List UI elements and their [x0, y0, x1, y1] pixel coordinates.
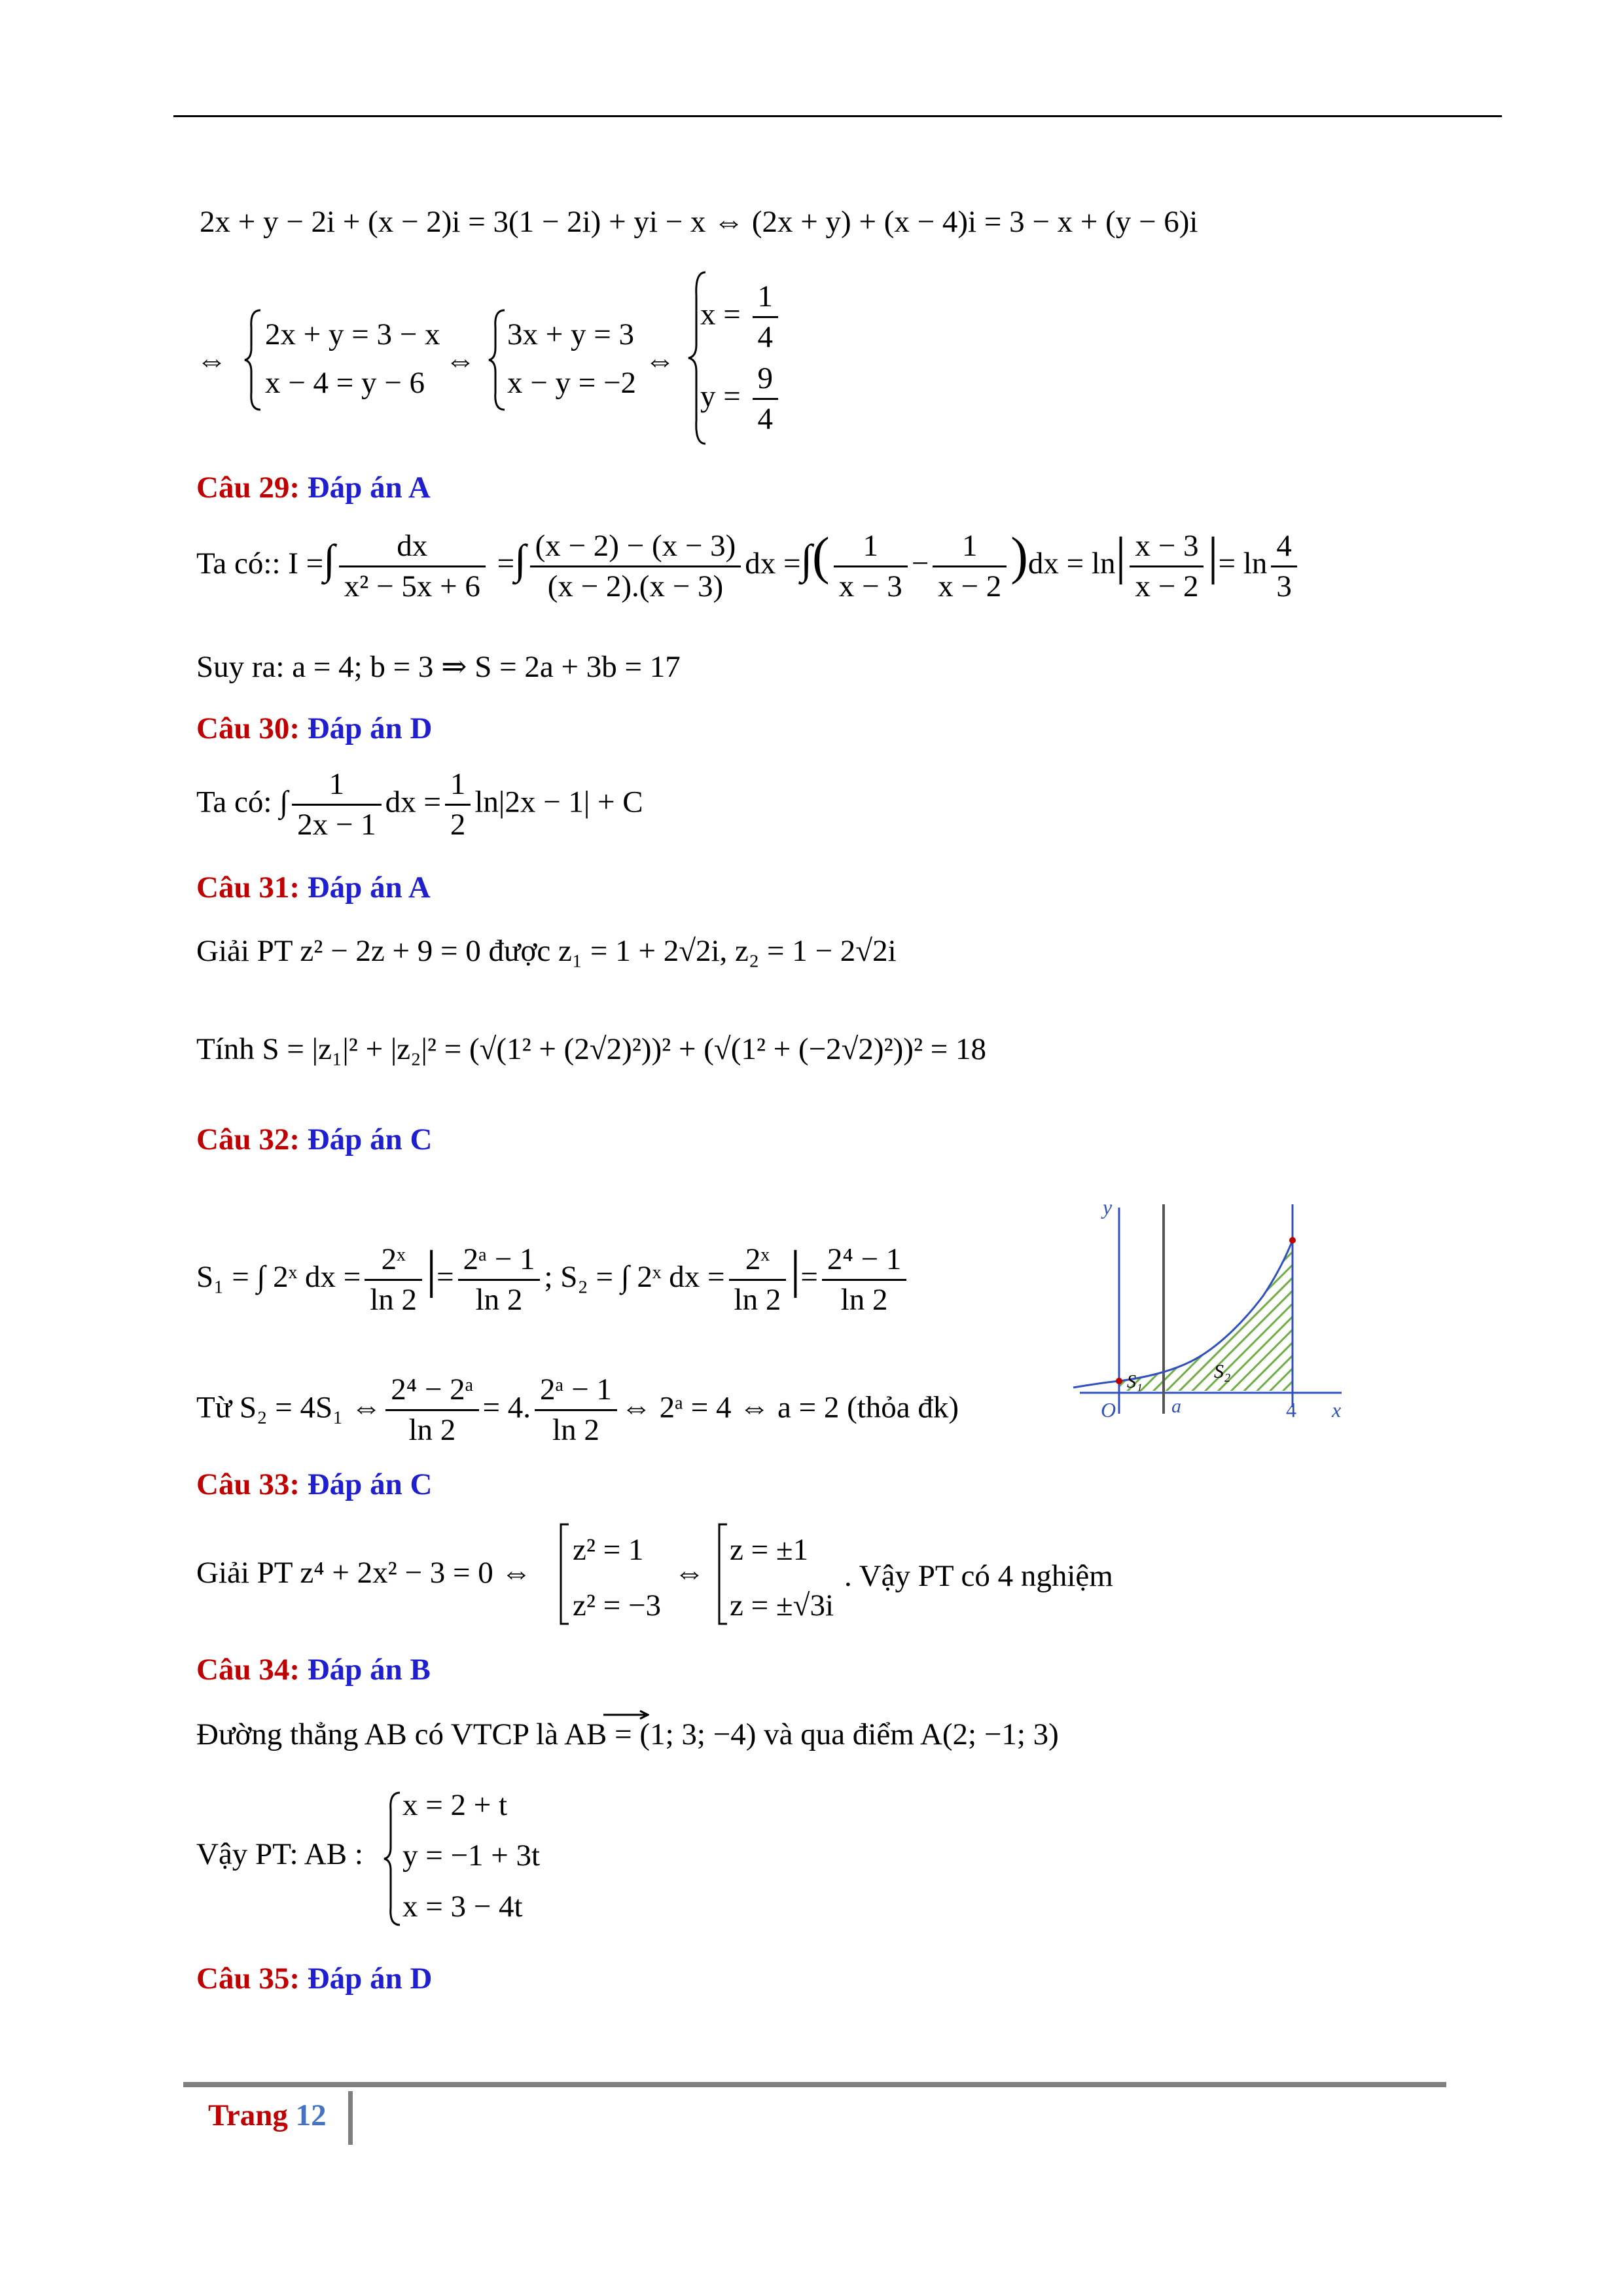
footer-divider [348, 2091, 353, 2145]
integral-sign-2: ∫ [514, 536, 526, 583]
question-35-heading: Câu 35: Đáp án D [196, 1962, 433, 1996]
q31-line1: Giải PT z² − 2z + 9 = 0 được z₁ = 1 + 2√2i, z₂ = 1 − 2√2i [196, 934, 897, 968]
q32-s2-eq: = [800, 1260, 818, 1294]
q33-c2a: z = ±1 [730, 1533, 809, 1567]
sys3-x-frac: $\frac{1}{4}$ [753, 281, 779, 353]
q29-conclusion: Suy ra: a = 4; b = 3 ⇒ S = 2a + 3b = 17 [196, 650, 681, 684]
q30-intro: Ta có: ∫ [196, 785, 289, 819]
shaded-region [1119, 1240, 1293, 1391]
q32-l2-mid: = 4. [482, 1390, 531, 1425]
q32-s2-frac: $\frac{\text{2ˣ}}{\ln 2}$ [729, 1244, 787, 1316]
q32-s1-frac: $\frac{\text{2ˣ}}{\ln 2}$ [365, 1244, 422, 1316]
footer-rule [183, 2082, 1446, 2087]
q32-s1-eq: = [437, 1260, 454, 1294]
sys3-x-lhs: x = [700, 297, 741, 332]
q32-line2 [196, 1374, 959, 1446]
q29-integral: Ta có:: I =∫ $\frac{dx}{\text{x² − 5x + 6}}$ =∫ $\frac{(x - 2) - (x - 3)}{(x - 2).(x - 3)}$ dx =∫( $\frac{1}{x - 3}$ − $\frac{1}{x - 2}$ )dx = ln| $\frac{x - 3}{x - 2}$ |= ln $\frac{4}{3}$ [196, 530, 1301, 602]
sys3-y-frac: $\frac{9}{4}$ [753, 363, 779, 435]
iff-3: ⇔ [645, 344, 675, 378]
sys3-x [700, 281, 782, 353]
q33-tail: . Vậy PT có 4 nghiệm [844, 1559, 1113, 1593]
label-o: O [1101, 1398, 1116, 1422]
q33-c1a: z² = 1 [573, 1533, 644, 1567]
q29-frac3: $\frac{1}{x - 3}$ [834, 531, 908, 602]
question-32-heading: Câu 32: Đáp án C [196, 1122, 433, 1157]
q29-abs-frac: $\frac{x - 3}{x - 2}$ [1130, 531, 1204, 602]
point-curve-end [1289, 1237, 1296, 1244]
q29-result: = ln [1218, 547, 1268, 581]
q32-l2-frac1: $\frac{\text{2⁴ − 2ᵃ}}{\ln 2}$ [385, 1374, 478, 1446]
label-a: a [1171, 1395, 1181, 1417]
label-4: 4 [1286, 1398, 1296, 1422]
q32-s2-pre: ; S₂ = ∫ 2ˣ dx = [544, 1260, 725, 1294]
bracket-2 [717, 1522, 730, 1626]
q29-frac1: $\frac{dx}{\text{x² − 5x + 6}}$ [339, 531, 486, 602]
label-s1: S₁ [1127, 1372, 1143, 1392]
question-29-heading: Câu 29: Đáp án A [196, 471, 431, 505]
q30-mid: dx = [385, 785, 441, 819]
point-y-intercept [1116, 1378, 1122, 1384]
equation-line-1: 2x + y − 2i + (x − 2)i = 3(1 − 2i) + yi − x ⇔ (2x + y) + (x − 4)i = 3 − x + (y − 6)i [200, 205, 1198, 239]
q32-s2-result: $\frac{\text{2⁴ − 1}}{\ln 2}$ [822, 1244, 906, 1316]
q33-pre: Giải PT z⁴ + 2x² − 3 = 0 ⇔ [196, 1556, 532, 1590]
question-30-heading: Câu 30: Đáp án D [196, 711, 433, 745]
q34-line1: Đường thẳng AB có VTCP là AB = (1; 3; −4) và qua điểm A(2; −1; 3) [196, 1717, 1059, 1751]
vector-arrow [602, 1710, 649, 1720]
label-s2: S₂ [1214, 1361, 1231, 1382]
bracket-1 [558, 1522, 571, 1626]
question-33-heading: Câu 33: Đáp án C [196, 1467, 433, 1501]
integral-sign: ∫ [323, 536, 335, 583]
q33-c2b: z = ±√3i [730, 1588, 834, 1623]
q29-ln: dx = ln [1027, 547, 1116, 581]
q33-c1b: z² = −3 [573, 1588, 661, 1623]
brace-q34 [383, 1790, 402, 1928]
sys1-a: 2x + y = 3 − x [265, 317, 440, 351]
q30-line [196, 769, 643, 840]
sys2-a: 3x + y = 3 [507, 317, 635, 351]
q32-s1-result: $\frac{\text{2ᵃ − 1}}{\ln 2}$ [458, 1244, 541, 1316]
q31-line2: Tính S = |z₁|² + |z₂|² = (√(1² + (2√2)²))² + (√(1² + (−2√2)²))² = 18 [196, 1032, 987, 1066]
sys1-b: x − 4 = y − 6 [265, 366, 425, 400]
q32-l2-tail: ⇔ 2ᵃ = 4 ⇔ a = 2 (thỏa đk) [620, 1390, 959, 1425]
brace-2 [488, 308, 507, 412]
q30-tail: ln|2x − 1| + C [474, 785, 643, 819]
q34-pre: Vậy PT: AB : [196, 1837, 363, 1871]
area-graph [1067, 1191, 1355, 1433]
q32-l2-frac2: $\frac{\text{2ᵃ − 1}}{\ln 2}$ [535, 1374, 617, 1446]
header-rule [173, 115, 1502, 117]
page-number: Trang 12 [208, 2098, 327, 2132]
q30-frac2: $\frac{1}{2}$ [445, 769, 471, 840]
sys2-b: x − y = −2 [507, 366, 637, 400]
q29-eq: = [497, 547, 515, 581]
q30-frac1: $\frac{1}{2x - 1}$ [292, 769, 382, 840]
question-31-heading: Câu 31: Đáp án A [196, 870, 431, 905]
q33-mid: ⇔ [674, 1556, 705, 1590]
q29-intro: Ta có:: I = [196, 547, 324, 581]
q34-s2: y = −1 + 3t [402, 1839, 541, 1873]
iff-2: ⇔ [445, 344, 476, 378]
question-34-heading: Câu 34: Đáp án B [196, 1653, 431, 1687]
q34-s1: x = 2 + t [402, 1788, 508, 1822]
q29-frac2: $\frac{(x - 2) - (x - 3)}{(x - 2).(x - 3)}$ [530, 531, 741, 602]
q32-s1-pre: S₁ = ∫ 2ˣ dx = [196, 1260, 361, 1294]
brace-1 [243, 308, 263, 412]
sys3-y-lhs: y = [700, 379, 741, 414]
iff-1: ⇔ [196, 344, 227, 378]
q32-line1: S₁ = ∫ 2ˣ dx = $\frac{\text{2ˣ}}{\ln 2}$ |= $\frac{\text{2ᵃ − 1}}{\ln 2}$ ; S₂ = ∫ 2ˣ dx = $\frac{\text{2ˣ}}{\ln 2}$ |= $\frac{\text{2⁴ − 1}}{\ln 2}$ [196, 1244, 910, 1316]
sys3-y [700, 363, 782, 435]
q32-l2-pre: Từ S₂ = 4S₁ ⇔ [196, 1390, 382, 1425]
integral-sign-3: ∫ [800, 536, 813, 583]
q34-s3: x = 3 − 4t [402, 1890, 523, 1924]
label-x: x [1332, 1398, 1342, 1422]
q29-result-frac: $\frac{4}{3}$ [1271, 531, 1297, 602]
q29-frac4: $\frac{1}{x - 2}$ [933, 531, 1007, 602]
q29-dx: dx = [745, 547, 801, 581]
label-y: y [1103, 1195, 1113, 1219]
